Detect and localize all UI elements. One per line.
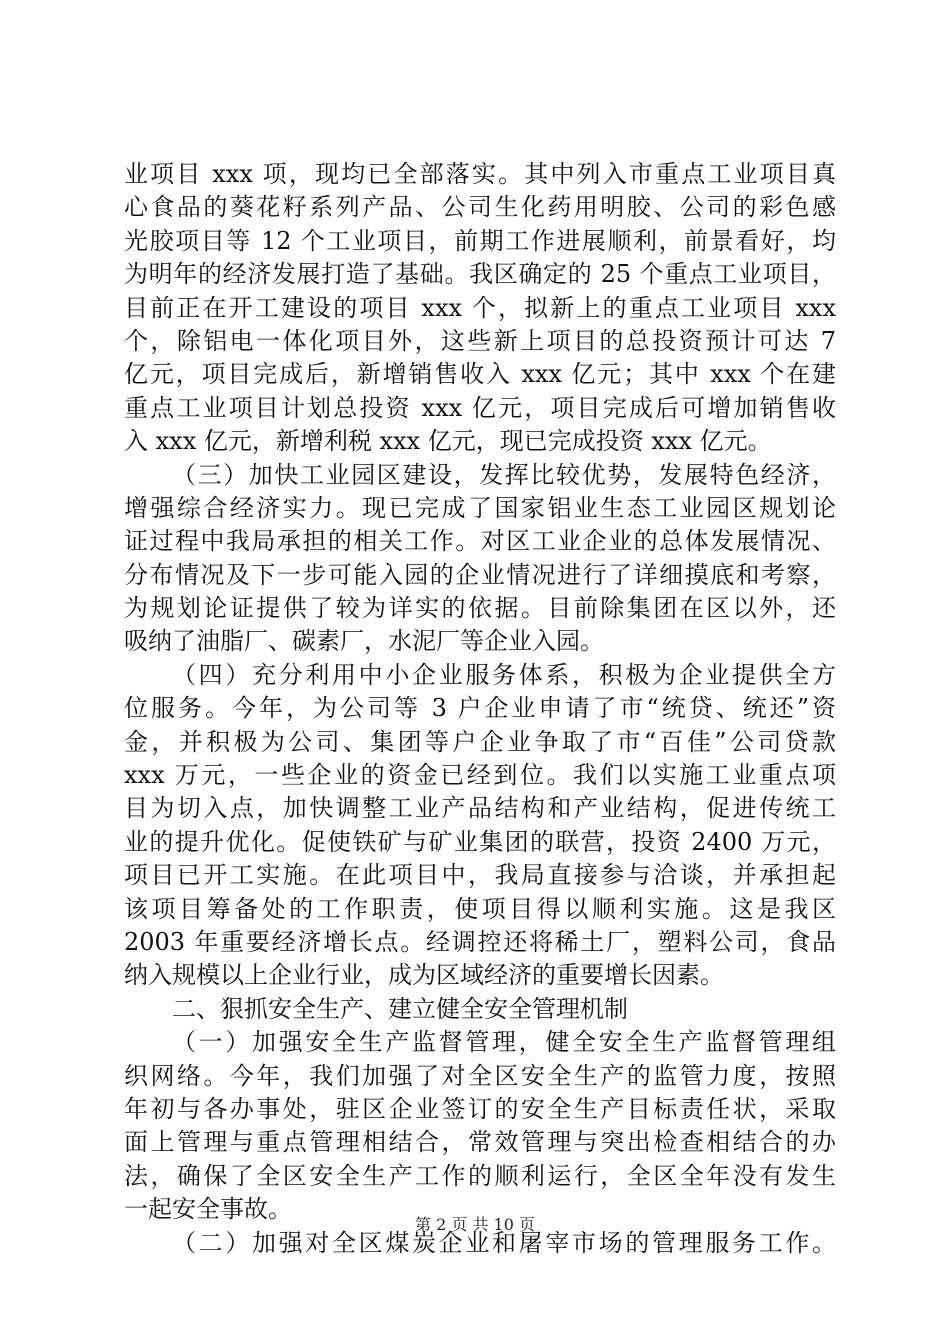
text-line: 业的提升优化。促使铁矿与矿业集团的联营，投资 2400 万元， bbox=[124, 827, 836, 856]
text-line: 纳入规模以上企业行业，成为区域经济的重要增长因素。 bbox=[124, 961, 724, 990]
text-line: 为明年的经济发展打造了基础。我区确定的 25 个重点工业项目， bbox=[124, 260, 836, 289]
section-heading: 二、狠抓安全生产、建立健全安全管理机制 bbox=[172, 994, 628, 1023]
text-line: 增强综合经济实力。现已完成了国家铝业生态工业园区规划论 bbox=[124, 493, 836, 522]
text-line: 项目已开工实施。在此项目中，我局直接参与洽谈，并承担起 bbox=[124, 861, 836, 890]
page-footer: 第 2 页 共 10 页 bbox=[415, 1215, 535, 1234]
text-line: （二）加强对全区煤炭企业和屠宰市场的管理服务工作。 bbox=[172, 1228, 836, 1257]
text-line: 业项目 xxx 项，现均已全部落实。其中列入市重点工业项目真 bbox=[124, 160, 836, 188]
text-line: 该项目筹备处的工作职责，使项目得以顺利实施。这是我区 bbox=[124, 894, 836, 923]
text-line: 入 xxx 亿元，新增利税 xxx 亿元，现已完成投资 xxx 亿元。 bbox=[124, 427, 772, 456]
text-line: 金，并积极为公司、集团等户企业争取了市“百佳”公司贷款 bbox=[124, 727, 836, 756]
text-line: 心食品的葵花籽系列产品、公司生化药用明胶、公司的彩色感 bbox=[124, 193, 836, 222]
text-line: 面上管理与重点管理相结合，常效管理与突出检查相结合的办 bbox=[124, 1128, 836, 1157]
text-line: （四）充分利用中小企业服务体系，积极为企业提供全方 bbox=[172, 660, 836, 689]
text-line: 重点工业项目计划总投资 xxx 亿元，项目完成后可增加销售收 bbox=[124, 393, 836, 422]
text-line: 光胶项目等 12 个工业项目，前期工作进展顺利，前景看好，均 bbox=[124, 226, 836, 255]
body-text bbox=[124, 158, 836, 1260]
text-line: 目为切入点，加快调整工业产品结构和产业结构，促进传统工 bbox=[124, 794, 836, 823]
text-line: 年初与各办事处，驻区企业签订的安全生产目标责任状，采取 bbox=[124, 1094, 836, 1123]
text-line: 亿元，项目完成后，新增销售收入 xxx 亿元；其中 xxx 个在建 bbox=[124, 360, 836, 389]
text-line: （三）加快工业园区建设，发挥比较优势，发展特色经济， bbox=[172, 460, 836, 489]
text-line: 织网络。今年，我们加强了对全区安全生产的监管力度，按照 bbox=[124, 1061, 836, 1090]
text-line: 2003 年重要经济增长点。经调控还将稀土厂，塑料公司，食品 bbox=[124, 927, 836, 956]
text-line: 目前正在开工建设的项目 xxx 个，拟新上的重点工业项目 xxx bbox=[124, 293, 836, 322]
text-line: 一起安全事故。 bbox=[124, 1195, 292, 1224]
text-line: （一）加强安全生产监督管理，健全安全生产监督管理组 bbox=[172, 1028, 836, 1057]
text-line: 法，确保了全区安全生产工作的顺利运行，全区全年没有发生 bbox=[124, 1161, 836, 1190]
text-line: 分布情况及下一步可能入园的企业情况进行了详细摸底和考察， bbox=[124, 560, 836, 589]
text-line: 吸纳了油脂厂、碳素厂，水泥厂等企业入园。 bbox=[124, 627, 604, 656]
text-line: xxx 万元，一些企业的资金已经到位。我们以实施工业重点项 bbox=[124, 761, 836, 790]
text-line: 为规划论证提供了较为详实的依据。目前除集团在区以外，还 bbox=[124, 594, 836, 623]
text-line: 个，除铝电一体化项目外，这些新上项目的总投资预计可达 7 bbox=[124, 326, 836, 355]
text-line: 位服务。今年，为公司等 3 户企业申请了市“统贷、统还”资 bbox=[124, 694, 836, 723]
text-line: 证过程中我局承担的相关工作。对区工业企业的总体发展情况、 bbox=[124, 527, 836, 556]
